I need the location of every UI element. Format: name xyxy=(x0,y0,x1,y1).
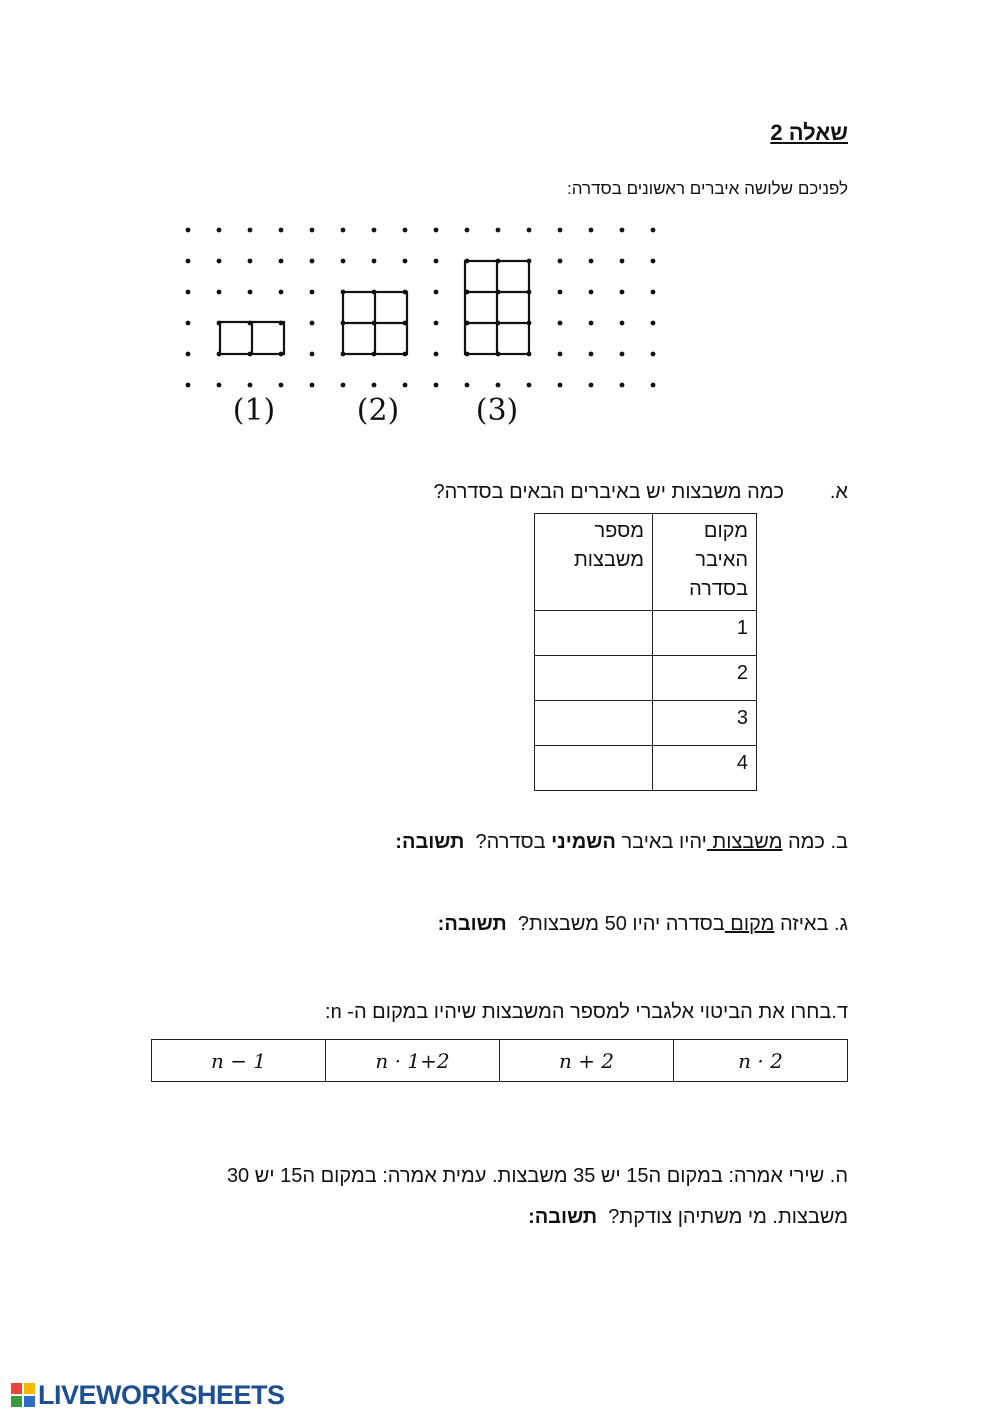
grid-dot xyxy=(589,321,594,326)
grid-dot xyxy=(279,228,284,233)
grid-dot xyxy=(186,290,191,295)
grid-dot xyxy=(310,321,315,326)
sequence-table xyxy=(534,513,757,791)
grid-dot xyxy=(496,383,501,388)
grid-dot xyxy=(558,352,563,357)
grid-dot xyxy=(496,228,501,233)
grid-dot xyxy=(248,383,253,388)
grid-dot xyxy=(341,228,346,233)
grid-dot xyxy=(372,259,377,264)
question-g: ג. באיזה מקום בסדרה יהיו 50 משבצות? תשובה: xyxy=(437,913,848,935)
grid-dot xyxy=(558,321,563,326)
grid-dot xyxy=(403,228,408,233)
question-d: ד.בחרו את הביטוי אלגברי למספר המשבצות שיהיו במקום ה- n: xyxy=(325,1001,848,1023)
grid-dot xyxy=(310,228,315,233)
header-count: מספר משבצות xyxy=(535,514,653,611)
grid-dot xyxy=(434,352,439,357)
grid-dot xyxy=(279,383,284,388)
grid-dot xyxy=(589,259,594,264)
grid-dot xyxy=(248,228,253,233)
grid-dot xyxy=(310,383,315,388)
position-cell: 1 xyxy=(653,611,757,656)
grid-dot xyxy=(620,228,625,233)
grid-dot xyxy=(403,259,408,264)
grid-dot xyxy=(217,290,222,295)
dot-grid-figure xyxy=(180,215,670,430)
figure-label-3: (3) xyxy=(475,393,519,428)
header-position: מקום האיבר בסדרה xyxy=(653,514,757,611)
grid-dot xyxy=(620,352,625,357)
grid-dot xyxy=(527,228,532,233)
answer-label: תשובה: xyxy=(437,913,507,935)
answer-cell[interactable] xyxy=(535,656,653,701)
grid-dot xyxy=(186,259,191,264)
grid-dot xyxy=(558,383,563,388)
liveworksheets-logo-icon xyxy=(10,1380,38,1410)
grid-dots xyxy=(186,228,656,388)
option-2n[interactable]: 2 · n xyxy=(674,1040,848,1082)
answer-label: תשובה: xyxy=(395,831,465,853)
grid-dot xyxy=(217,259,222,264)
grid-dot xyxy=(434,290,439,295)
intro-text: לפניכם שלושה איברים ראשונים בסדרה: xyxy=(567,179,848,198)
grid-dot xyxy=(279,259,284,264)
answer-label: תשובה: xyxy=(528,1206,598,1228)
grid-dot xyxy=(651,383,656,388)
answer-cell[interactable] xyxy=(535,611,653,656)
grid-dot xyxy=(186,352,191,357)
grid-dot xyxy=(248,259,253,264)
grid-dot xyxy=(651,228,656,233)
question-b: ב. כמה משבצות יהיו באיבר השמיני בסדרה? תשובה: xyxy=(395,831,848,853)
grid-dot xyxy=(527,383,532,388)
figure-label-1: (1) xyxy=(232,393,276,428)
question-h-line2: משבצות. מי משתיהן צודקת? תשובה: xyxy=(528,1206,848,1228)
grid-dot xyxy=(465,383,470,388)
option-n-plus-2[interactable]: n + 2 xyxy=(500,1040,674,1082)
option-n-minus-1[interactable]: n − 1 xyxy=(152,1040,326,1082)
position-cell: 3 xyxy=(653,701,757,746)
grid-dot xyxy=(620,321,625,326)
grid-dot xyxy=(434,383,439,388)
grid-dot xyxy=(558,259,563,264)
grid-dot xyxy=(186,383,191,388)
figure-label-2: (2) xyxy=(356,393,400,428)
grid-dot xyxy=(279,290,284,295)
grid-dot xyxy=(372,228,377,233)
grid-dot xyxy=(465,228,470,233)
page-title: שאלה 2 xyxy=(770,120,848,145)
question-a-letter: א. xyxy=(829,481,848,503)
grid-dot xyxy=(186,321,191,326)
grid-dot xyxy=(248,290,253,295)
grid-dot xyxy=(589,352,594,357)
grid-dot xyxy=(341,383,346,388)
grid-dot xyxy=(620,290,625,295)
grid-dot xyxy=(310,290,315,295)
grid-dot xyxy=(310,259,315,264)
grid-dot xyxy=(620,259,625,264)
grid-dot xyxy=(558,228,563,233)
grid-dot xyxy=(434,228,439,233)
position-cell: 2 xyxy=(653,656,757,701)
expression-options xyxy=(151,1039,848,1082)
position-cell: 4 xyxy=(653,746,757,791)
brand-name: LIVEWORKSHEETS xyxy=(38,1380,285,1410)
grid-dot xyxy=(403,383,408,388)
grid-dot xyxy=(558,290,563,295)
grid-dot xyxy=(651,352,656,357)
grid-dot xyxy=(217,228,222,233)
question-h-line1: ה. שירי אמרה: במקום ה15 יש 35 משבצות. עמית אמרה: במקום ה15 יש 30 xyxy=(226,1165,848,1187)
grid-dot xyxy=(434,259,439,264)
grid-dot xyxy=(217,383,222,388)
grid-dot xyxy=(186,228,191,233)
grid-dot xyxy=(651,290,656,295)
question-a-text: כמה משבצות יש באיברים הבאים בסדרה? xyxy=(433,481,784,503)
grid-dot xyxy=(434,321,439,326)
grid-dot xyxy=(310,352,315,357)
grid-dot xyxy=(589,290,594,295)
grid-dot xyxy=(620,383,625,388)
grid-dot xyxy=(372,383,377,388)
answer-cell[interactable] xyxy=(535,746,653,791)
option-1-plus-2n[interactable]: 1+2 · n xyxy=(326,1040,500,1082)
grid-dot xyxy=(341,259,346,264)
answer-cell[interactable] xyxy=(535,701,653,746)
grid-dot xyxy=(651,259,656,264)
grid-dot xyxy=(651,321,656,326)
grid-dot xyxy=(589,383,594,388)
grid-dot xyxy=(589,228,594,233)
